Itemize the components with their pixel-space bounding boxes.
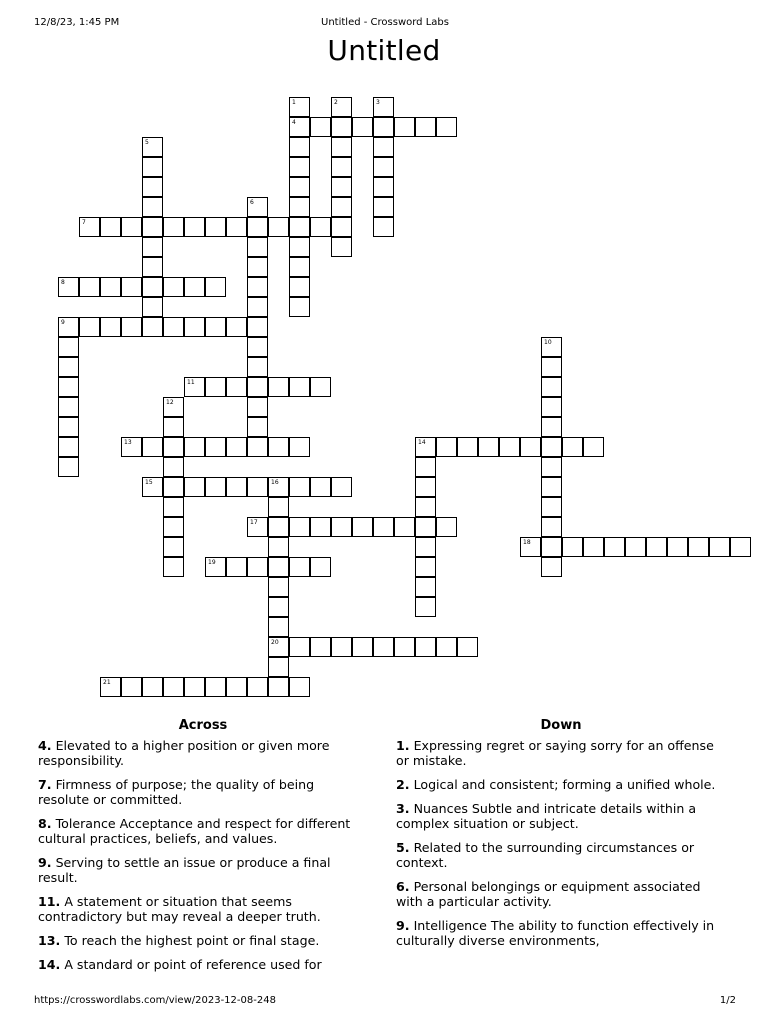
clue-number: 8. [38,816,52,831]
grid-cell[interactable] [289,237,310,257]
grid-cell[interactable] [268,497,289,517]
grid-cell[interactable] [289,117,310,137]
grid-cell[interactable] [247,277,268,297]
grid-cell[interactable] [289,217,310,237]
grid-cell[interactable] [226,677,247,697]
grid-cell[interactable] [247,357,268,377]
grid-cell[interactable] [268,437,289,457]
grid-cell[interactable] [142,477,163,497]
grid-cell[interactable] [268,217,289,237]
grid-cell[interactable] [226,217,247,237]
down-clue [396,840,726,870]
grid-cell[interactable] [604,537,625,557]
clue-number: 11. [38,894,61,909]
cell-number: 21 [103,679,111,686]
cell-number: 7 [82,219,86,226]
grid-cell[interactable] [457,637,478,657]
grid-cell[interactable] [289,277,310,297]
grid-cell[interactable] [58,457,79,477]
cell-number: 2 [334,99,338,106]
cell-number: 14 [418,439,426,446]
grid-cell[interactable] [226,437,247,457]
clue-number: 7. [38,777,52,792]
grid-cell[interactable] [247,197,268,217]
grid-cell[interactable] [142,277,163,297]
across-clue [38,777,368,807]
grid-cell[interactable] [226,317,247,337]
grid-cell[interactable] [562,537,583,557]
grid-cell[interactable] [247,337,268,357]
grid-cell[interactable] [163,677,184,697]
print-document-title: Untitled - Crossword Labs [321,17,449,28]
grid-cell[interactable] [289,477,310,497]
grid-cell[interactable] [268,537,289,557]
grid-cell[interactable] [121,437,142,457]
cell-number: 8 [61,279,65,286]
grid-cell[interactable] [142,437,163,457]
grid-cell[interactable] [142,217,163,237]
grid-cell[interactable] [394,637,415,657]
grid-cell[interactable] [373,137,394,157]
grid-cell[interactable] [310,117,331,137]
cell-number: 11 [187,379,195,386]
grid-cell[interactable] [163,557,184,577]
grid-cell[interactable] [331,117,352,137]
grid-cell[interactable] [352,117,373,137]
grid-cell[interactable] [184,217,205,237]
cell-number: 13 [124,439,132,446]
grid-cell[interactable] [541,477,562,497]
grid-cell[interactable] [331,97,352,117]
clue-number: 14. [38,957,61,972]
grid-cell[interactable] [310,377,331,397]
grid-cell[interactable] [142,677,163,697]
grid-cell[interactable] [415,597,436,617]
grid-cell[interactable] [184,377,205,397]
grid-cell[interactable] [373,157,394,177]
clue-text: Related to the surrounding circumstances or context. [396,840,695,870]
clue-text: Personal belongings or equipment associated with a particular activity. [396,879,701,909]
grid-cell[interactable] [289,97,310,117]
grid-cell[interactable] [100,677,121,697]
grid-cell[interactable] [247,237,268,257]
grid-cell[interactable] [142,197,163,217]
grid-cell[interactable] [436,637,457,657]
grid-cell[interactable] [331,237,352,257]
grid-cell[interactable] [268,657,289,677]
down-clue-list [396,738,726,948]
grid-cell[interactable] [541,397,562,417]
cell-number: 18 [523,539,531,546]
clue-text: A standard or point of reference used for [60,957,322,972]
grid-cell[interactable] [289,637,310,657]
grid-cell[interactable] [289,297,310,317]
grid-cell[interactable] [247,297,268,317]
cell-number: 20 [271,639,279,646]
clue-text: A statement or situation that seems contradictory but may reveal a deeper truth. [38,894,321,924]
grid-cell[interactable] [331,197,352,217]
grid-cell[interactable] [436,437,457,457]
grid-cell[interactable] [142,157,163,177]
grid-cell[interactable] [142,177,163,197]
grid-cell[interactable] [163,317,184,337]
cell-number: 15 [145,479,153,486]
down-clue [396,801,726,831]
grid-cell[interactable] [331,177,352,197]
grid-cell[interactable] [268,517,289,537]
across-clue [38,738,368,768]
grid-cell[interactable] [541,497,562,517]
grid-cell[interactable] [373,637,394,657]
grid-cell[interactable] [247,677,268,697]
grid-cell[interactable] [625,537,646,557]
grid-cell[interactable] [415,497,436,517]
grid-cell[interactable] [184,437,205,457]
grid-cell[interactable] [415,637,436,657]
grid-cell[interactable] [205,317,226,337]
cell-number: 16 [271,479,279,486]
grid-cell[interactable] [688,537,709,557]
cell-number: 5 [145,139,149,146]
clue-text: Serving to settle an issue or produce a final result. [38,855,331,885]
clue-number: 1. [396,738,410,753]
cell-number: 10 [544,339,552,346]
cell-number: 17 [250,519,258,526]
cell-number: 4 [292,119,296,126]
grid-cell[interactable] [499,437,520,457]
grid-cell[interactable] [373,117,394,137]
grid-cell[interactable] [646,537,667,557]
grid-cell[interactable] [226,477,247,497]
clue-text: Tolerance Acceptance and respect for different cultural practices, beliefs, and values. [38,816,351,846]
grid-cell[interactable] [331,477,352,497]
clue-text: Logical and consistent; forming a unified whole. [409,777,716,792]
grid-cell[interactable] [163,517,184,537]
grid-cell[interactable] [436,117,457,137]
grid-cell[interactable] [541,437,562,457]
grid-cell[interactable] [142,237,163,257]
grid-cell[interactable] [541,337,562,357]
page-number: 1/2 [719,995,736,1006]
grid-cell[interactable] [247,437,268,457]
grid-cell[interactable] [289,137,310,157]
cell-number: 6 [250,199,254,206]
grid-cell[interactable] [289,437,310,457]
grid-cell[interactable] [541,377,562,397]
down-clue [396,738,726,768]
grid-cell[interactable] [268,557,289,577]
grid-cell[interactable] [163,417,184,437]
grid-cell[interactable] [352,637,373,657]
cell-number: 1 [292,99,296,106]
grid-cell[interactable] [415,517,436,537]
grid-cell[interactable] [121,317,142,337]
grid-cell[interactable] [163,537,184,557]
print-url: https://crosswordlabs.com/view/2023-12-08-248 [34,995,276,1006]
grid-cell[interactable] [247,417,268,437]
grid-cell[interactable] [205,277,226,297]
grid-cell[interactable] [184,677,205,697]
grid-cell[interactable] [289,677,310,697]
grid-cell[interactable] [268,577,289,597]
down-clues [396,718,726,957]
across-clue [38,933,368,948]
grid-cell[interactable] [58,377,79,397]
down-clue [396,879,726,909]
grid-cell[interactable] [310,517,331,537]
grid-cell[interactable] [541,457,562,477]
grid-cell[interactable] [415,117,436,137]
grid-cell[interactable] [373,197,394,217]
grid-cell[interactable] [331,517,352,537]
grid-cell[interactable] [226,377,247,397]
clue-text: To reach the highest point or final stage. [60,933,320,948]
grid-cell[interactable] [226,557,247,577]
clue-number: 9. [396,918,410,933]
grid-cell[interactable] [373,517,394,537]
grid-cell[interactable] [247,397,268,417]
print-footer [34,995,736,1009]
grid-cell[interactable] [121,277,142,297]
cell-number: 12 [166,399,174,406]
grid-cell[interactable] [394,117,415,137]
grid-cell[interactable] [247,517,268,537]
grid-cell[interactable] [583,537,604,557]
grid-cell[interactable] [184,317,205,337]
grid-cell[interactable] [184,277,205,297]
grid-cell[interactable] [562,437,583,457]
across-clue [38,894,368,924]
grid-cell[interactable] [268,617,289,637]
grid-cell[interactable] [541,417,562,437]
grid-cell[interactable] [79,217,100,237]
grid-cell[interactable] [730,537,751,557]
grid-cell[interactable] [58,317,79,337]
grid-cell[interactable] [289,157,310,177]
grid-cell[interactable] [205,217,226,237]
grid-cell[interactable] [310,477,331,497]
down-heading: Down [540,718,582,733]
grid-cell[interactable] [247,317,268,337]
grid-cell[interactable] [163,497,184,517]
cell-number: 9 [61,319,65,326]
grid-cell[interactable] [394,517,415,537]
grid-cell[interactable] [247,557,268,577]
grid-cell[interactable] [541,517,562,537]
clue-number: 13. [38,933,61,948]
grid-cell[interactable] [289,257,310,277]
grid-cell[interactable] [289,177,310,197]
clue-number: 4. [38,738,52,753]
grid-cell[interactable] [58,337,79,357]
grid-cell[interactable] [79,317,100,337]
clue-text: Expressing regret or saying sorry for an offense or mistake. [396,738,714,768]
grid-cell[interactable] [100,317,121,337]
clue-number: 3. [396,801,410,816]
page-title: Untitled [327,34,441,67]
grid-cell[interactable] [331,157,352,177]
grid-cell[interactable] [457,437,478,457]
across-clue [38,816,368,846]
grid-cell[interactable] [436,517,457,537]
grid-cell[interactable] [163,457,184,477]
grid-cell[interactable] [541,357,562,377]
grid-cell[interactable] [247,257,268,277]
grid-cell[interactable] [352,517,373,537]
grid-cell[interactable] [310,637,331,657]
cell-number: 19 [208,559,216,566]
grid-cell[interactable] [142,137,163,157]
grid-cell[interactable] [310,557,331,577]
grid-cell[interactable] [289,557,310,577]
grid-cell[interactable] [163,397,184,417]
grid-cell[interactable] [205,677,226,697]
grid-cell[interactable] [142,297,163,317]
grid-cell[interactable] [247,377,268,397]
down-clue [396,918,726,948]
grid-cell[interactable] [583,437,604,457]
grid-cell[interactable] [121,677,142,697]
across-clue [38,957,368,972]
grid-cell[interactable] [541,557,562,577]
grid-cell[interactable] [415,557,436,577]
across-heading: Across [178,718,228,733]
down-clue [396,777,726,792]
grid-cell[interactable] [331,217,352,237]
grid-cell[interactable] [415,537,436,557]
grid-cell[interactable] [415,457,436,477]
grid-cell[interactable] [331,637,352,657]
grid-cell[interactable] [415,437,436,457]
grid-cell[interactable] [415,577,436,597]
grid-cell[interactable] [289,517,310,537]
clue-number: 2. [396,777,410,792]
grid-cell[interactable] [520,537,541,557]
across-clue-list [38,738,368,972]
grid-cell[interactable] [541,537,562,557]
grid-cell[interactable] [289,197,310,217]
grid-cell[interactable] [58,437,79,457]
grid-cell[interactable] [268,477,289,497]
grid-cell[interactable] [373,97,394,117]
across-clues [38,718,368,981]
grid-cell[interactable] [79,277,100,297]
grid-cell[interactable] [709,537,730,557]
grid-cell[interactable] [58,357,79,377]
grid-cell[interactable] [268,597,289,617]
grid-cell[interactable] [373,177,394,197]
grid-cell[interactable] [289,377,310,397]
grid-cell[interactable] [205,477,226,497]
grid-cell[interactable] [142,317,163,337]
clue-number: 9. [38,855,52,870]
grid-cell[interactable] [415,477,436,497]
grid-cell[interactable] [184,477,205,497]
grid-cell[interactable] [205,557,226,577]
grid-cell[interactable] [100,277,121,297]
grid-cell[interactable] [268,377,289,397]
grid-cell[interactable] [163,477,184,497]
grid-cell[interactable] [310,217,331,237]
grid-cell[interactable] [478,437,499,457]
clue-number: 5. [396,840,410,855]
grid-cell[interactable] [205,377,226,397]
clue-text: Intelligence The ability to function effectively in culturally diverse environments, [396,918,715,948]
grid-cell[interactable] [58,277,79,297]
grid-cell[interactable] [142,257,163,277]
grid-cell[interactable] [58,397,79,417]
grid-cell[interactable] [205,437,226,457]
clue-text: Elevated to a higher position or given more responsibility. [38,738,330,768]
clue-text: Nuances Subtle and intricate details within a complex situation or subject. [396,801,697,831]
cell-number: 3 [376,99,380,106]
grid-cell[interactable] [100,217,121,237]
across-clue [38,855,368,885]
grid-cell[interactable] [58,417,79,437]
grid-cell[interactable] [121,217,142,237]
grid-cell[interactable] [667,537,688,557]
grid-cell[interactable] [247,477,268,497]
clue-number: 6. [396,879,410,894]
grid-cell[interactable] [247,217,268,237]
grid-cell[interactable] [373,217,394,237]
grid-cell[interactable] [520,437,541,457]
grid-cell[interactable] [268,677,289,697]
grid-cell[interactable] [163,277,184,297]
grid-cell[interactable] [331,137,352,157]
grid-cell[interactable] [268,637,289,657]
grid-cell[interactable] [163,217,184,237]
print-date: 12/8/23, 1:45 PM [34,17,120,28]
grid-cell[interactable] [163,437,184,457]
clue-text: Firmness of purpose; the quality of being resolute or committed. [38,777,315,807]
